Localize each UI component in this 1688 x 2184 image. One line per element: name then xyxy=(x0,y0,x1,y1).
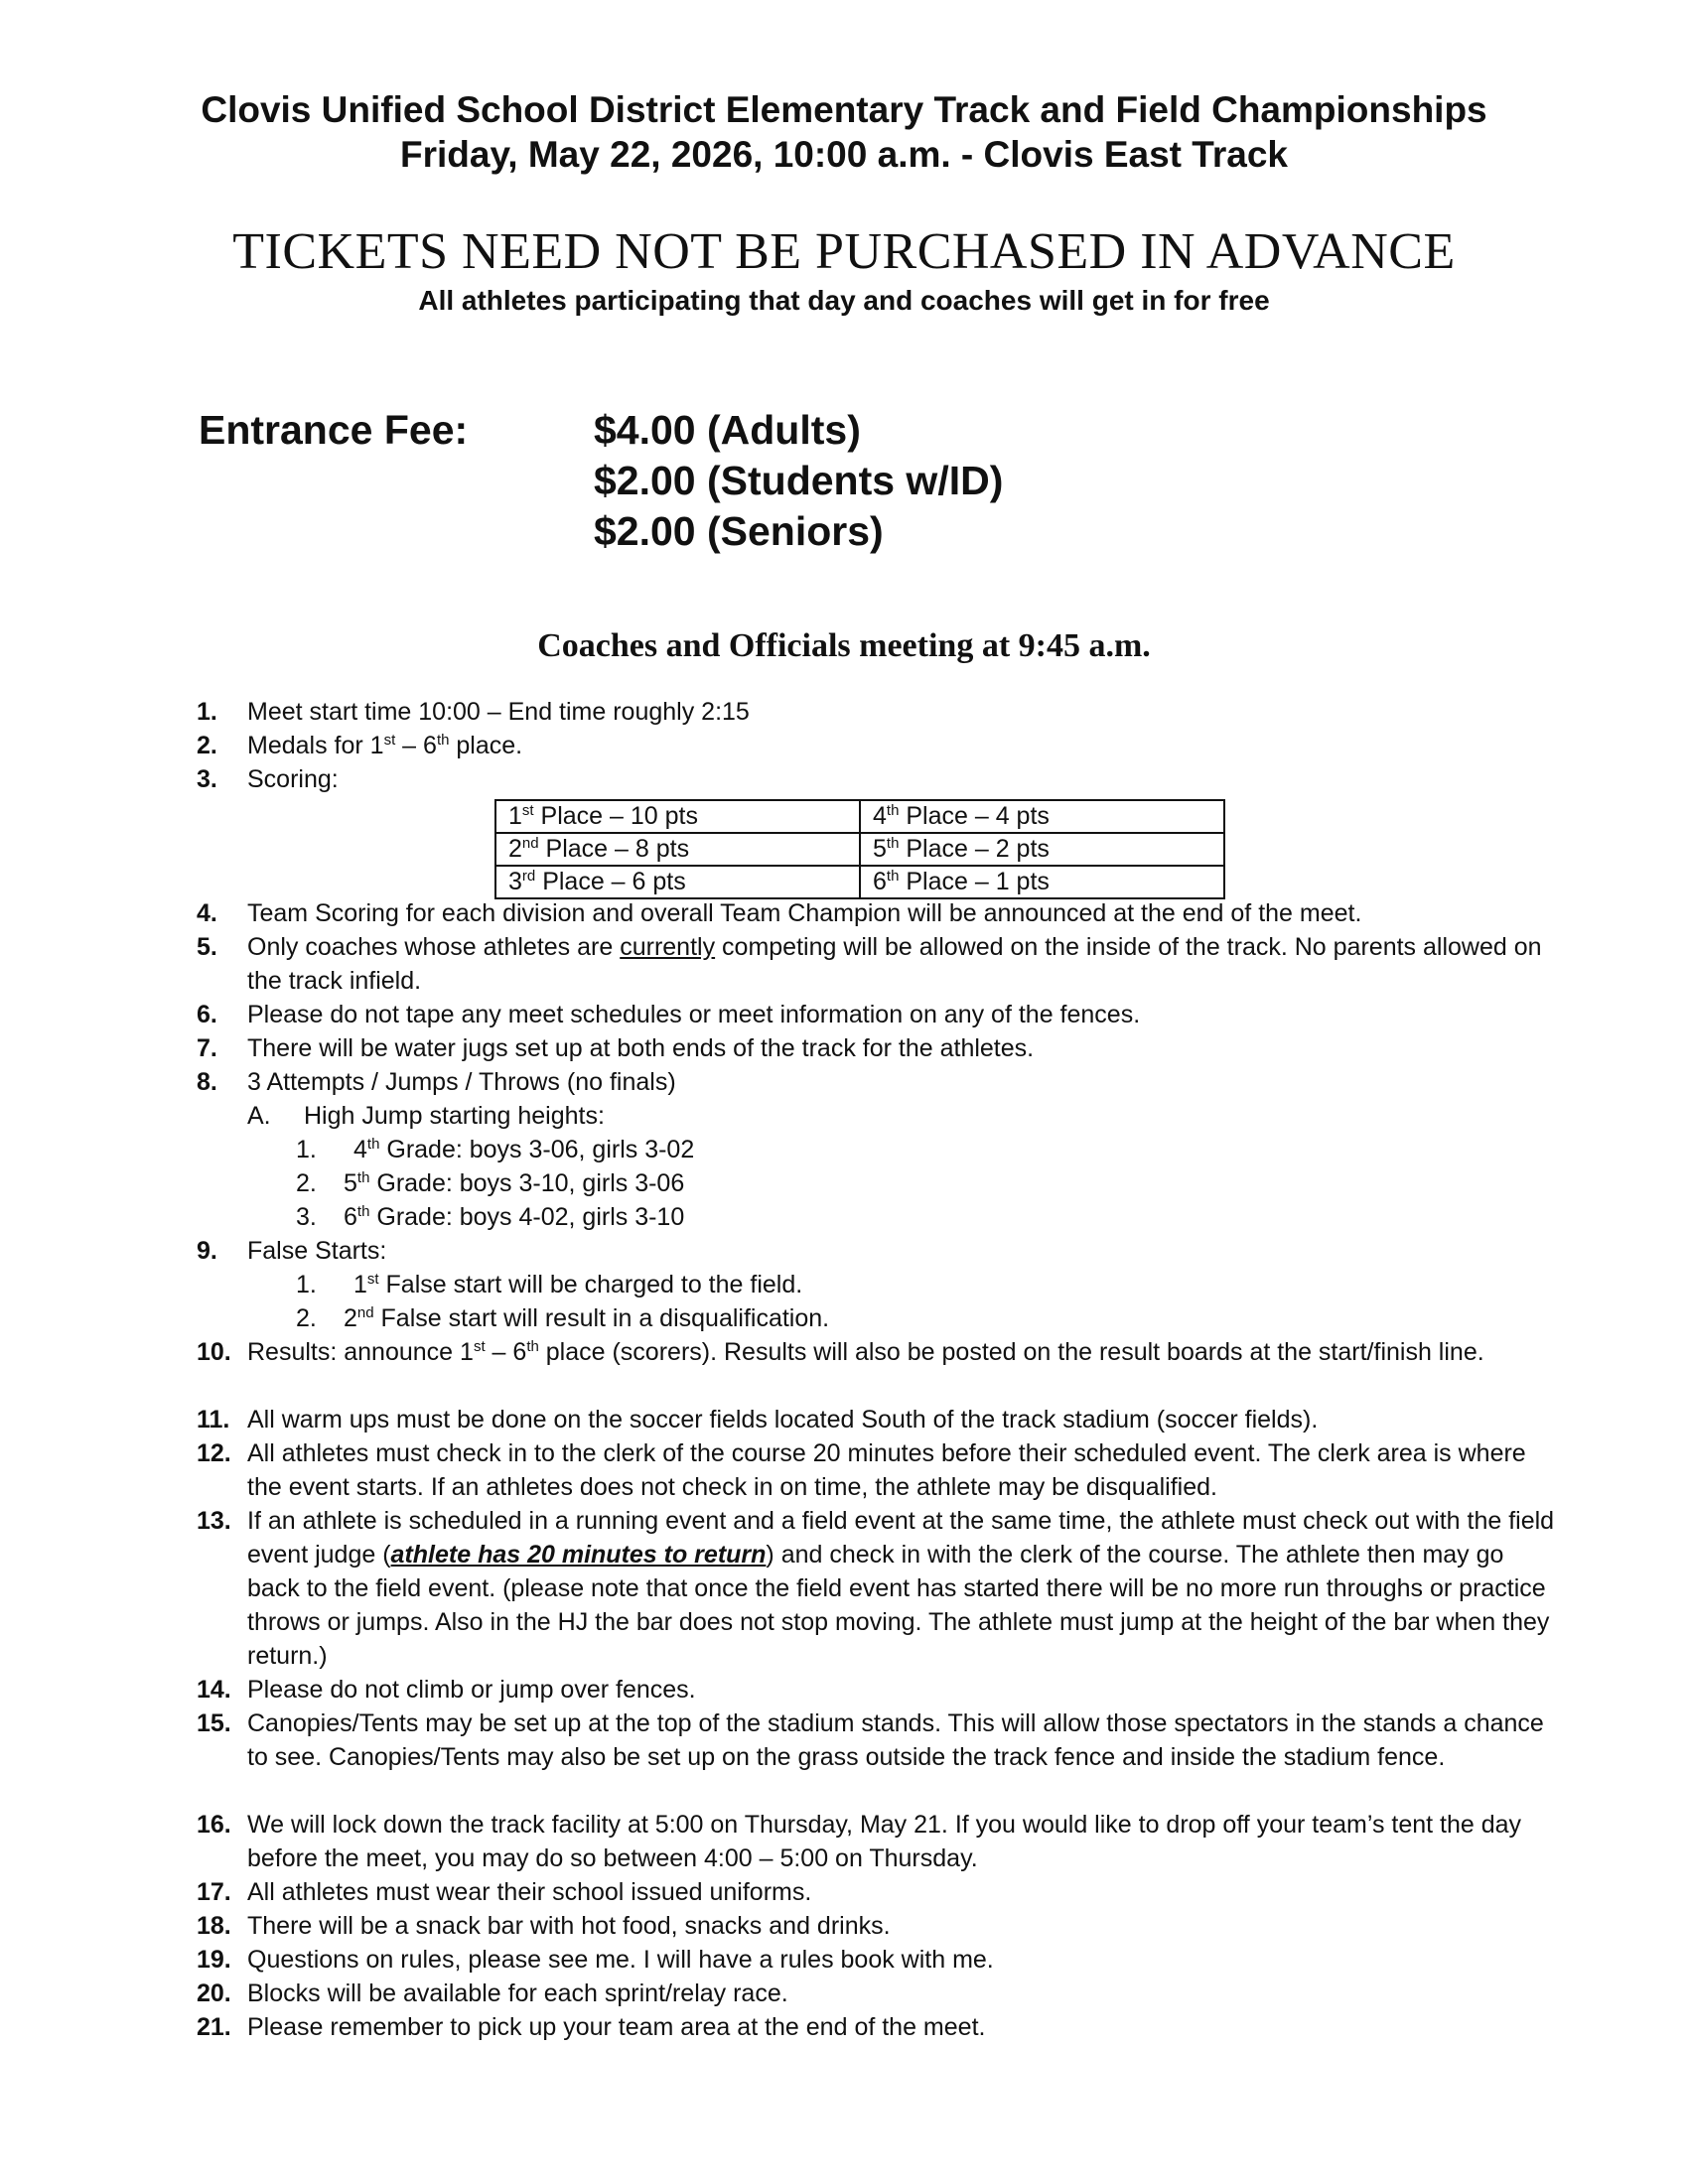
item-text: Blocks will be available for each sprint/relay race. xyxy=(247,1979,788,2007)
high-jump-row: 6th Grade: boys 4-02, girls 3-10 xyxy=(344,1203,685,1231)
item-number: 16. xyxy=(197,1811,231,1839)
item-number: 2. xyxy=(197,732,217,759)
table-row xyxy=(495,866,1224,898)
item-text: Results: announce 1st – 6th place (scorers). Results will also be posted on the result boards at the start/finish line. xyxy=(247,1338,1484,1366)
false-start-row: 2nd False start will result in a disqualification. xyxy=(344,1304,830,1332)
title-line-1: Clovis Unified School District Elementary Track and Field Championships xyxy=(201,89,1487,130)
item-number: 18. xyxy=(197,1912,231,1940)
item-text: Scoring: xyxy=(247,765,339,793)
item-text: All athletes must wear their school issued uniforms. xyxy=(247,1878,812,1906)
item-number: 6. xyxy=(197,1001,217,1028)
item-text: All warm ups must be done on the soccer fields located South of the track stadium (soccer fields). xyxy=(247,1406,1319,1433)
item-number: 4. xyxy=(197,899,217,927)
item-text: All athletes must check in to the clerk of the course 20 minutes before their scheduled event. The clerk area is where the event starts. If an athletes does not check in on time, the athlete may be disqualified. xyxy=(247,1439,1526,1501)
high-jump-row: 4th Grade: boys 3-06, girls 3-02 xyxy=(353,1136,695,1163)
entrance-fee-label: Entrance Fee: xyxy=(199,407,469,453)
scoring-table xyxy=(494,799,1225,899)
item-number: 13. xyxy=(197,1507,231,1535)
tickets-notice: TICKETS NEED NOT BE PURCHASED IN ADVANCE xyxy=(232,223,1456,280)
table-cell: 3rd Place – 6 pts xyxy=(495,866,860,898)
table-row xyxy=(495,800,1224,833)
item-number: 12. xyxy=(197,1439,231,1467)
title-line-2: Friday, May 22, 2026, 10:00 a.m. - Clovis East Track xyxy=(400,134,1288,175)
item-text: Only coaches whose athletes are currently competing will be allowed on the inside of the track. No parents allowed on the track infield. xyxy=(247,933,1542,995)
item-number: 15. xyxy=(197,1709,231,1737)
table-row xyxy=(495,833,1224,866)
sub-number: 3. xyxy=(296,1203,317,1231)
item-number: 7. xyxy=(197,1034,217,1062)
item-number: 17. xyxy=(197,1878,231,1906)
item-number: 20. xyxy=(197,1979,231,2007)
fee-adults: $4.00 (Adults) xyxy=(594,407,861,453)
item-number: 1. xyxy=(197,698,217,726)
table-cell: 5th Place – 2 pts xyxy=(860,833,1224,866)
item-text: False Starts: xyxy=(247,1237,387,1265)
sub-number: 1. xyxy=(296,1271,317,1298)
item-text: 3 Attempts / Jumps / Throws (no finals) xyxy=(247,1068,676,1096)
item-text: Please do not climb or jump over fences. xyxy=(247,1676,696,1704)
item-text: Team Scoring for each division and overall Team Champion will be announced at the end of the meet. xyxy=(247,899,1362,927)
item-number: 21. xyxy=(197,2013,231,2041)
table-cell: 4th Place – 4 pts xyxy=(860,800,1224,833)
item-text: Questions on rules, please see me. I will have a rules book with me. xyxy=(247,1946,994,1974)
item-number: 14. xyxy=(197,1676,231,1704)
item-number: 19. xyxy=(197,1946,231,1974)
fee-seniors: $2.00 (Seniors) xyxy=(594,508,884,554)
fee-students: $2.00 (Students w/ID) xyxy=(594,458,1004,503)
high-jump-letter: A. xyxy=(247,1102,271,1130)
free-entry-note: All athletes participating that day and coaches will get in for free xyxy=(418,285,1270,316)
item-text: Medals for 1st – 6th place. xyxy=(247,732,523,759)
sub-number: 2. xyxy=(296,1304,317,1332)
item-text: Please do not tape any meet schedules or meet information on any of the fences. xyxy=(247,1001,1141,1028)
item-text: If an athlete is scheduled in a running event and a field event at the same time, the athlete must check out with the field event judge (athlete has 20 minutes to return) and check in with the clerk of the course. The athlete then may go back to the field event. (please note that once the field event has started there will be no more run throughs or practice throws or jumps. Also in the HJ the bar does not stop moving. The athlete must jump at the height of the bar when they return.) xyxy=(247,1507,1555,1670)
item-number: 5. xyxy=(197,933,217,961)
item-number: 11. xyxy=(197,1406,230,1433)
item-text: There will be a snack bar with hot food, snacks and drinks. xyxy=(247,1912,891,1940)
item-text: Meet start time 10:00 – End time roughly 2:15 xyxy=(247,698,750,726)
item-text: We will lock down the track facility at 5:00 on Thursday, May 21. If you would like to drop off your team’s tent the day before the meet, you may do so between 4:00 – 5:00 on Thursday. xyxy=(247,1811,1522,1872)
item-number: 10. xyxy=(197,1338,231,1366)
table-cell: 2nd Place – 8 pts xyxy=(495,833,860,866)
false-start-row: 1st False start will be charged to the field. xyxy=(353,1271,803,1298)
high-jump-label: High Jump starting heights: xyxy=(304,1102,605,1130)
item-number: 9. xyxy=(197,1237,217,1265)
item-number: 3. xyxy=(197,765,217,793)
item-number: 8. xyxy=(197,1068,217,1096)
sub-number: 1. xyxy=(296,1136,317,1163)
item-text: Please remember to pick up your team area at the end of the meet. xyxy=(247,2013,986,2041)
item-text: Canopies/Tents may be set up at the top of the stadium stands. This will allow those spectators in the stands a chance to see. Canopies/Tents may also be set up on the grass outside the track fence and inside the stadium fence. xyxy=(247,1709,1544,1771)
sub-number: 2. xyxy=(296,1169,317,1197)
high-jump-row: 5th Grade: boys 3-10, girls 3-06 xyxy=(344,1169,685,1197)
table-cell: 6th Place – 1 pts xyxy=(860,866,1224,898)
table-cell: 1st Place – 10 pts xyxy=(495,800,860,833)
meeting-notice: Coaches and Officials meeting at 9:45 a.m. xyxy=(537,627,1151,664)
item-text: There will be water jugs set up at both ends of the track for the athletes. xyxy=(247,1034,1035,1062)
